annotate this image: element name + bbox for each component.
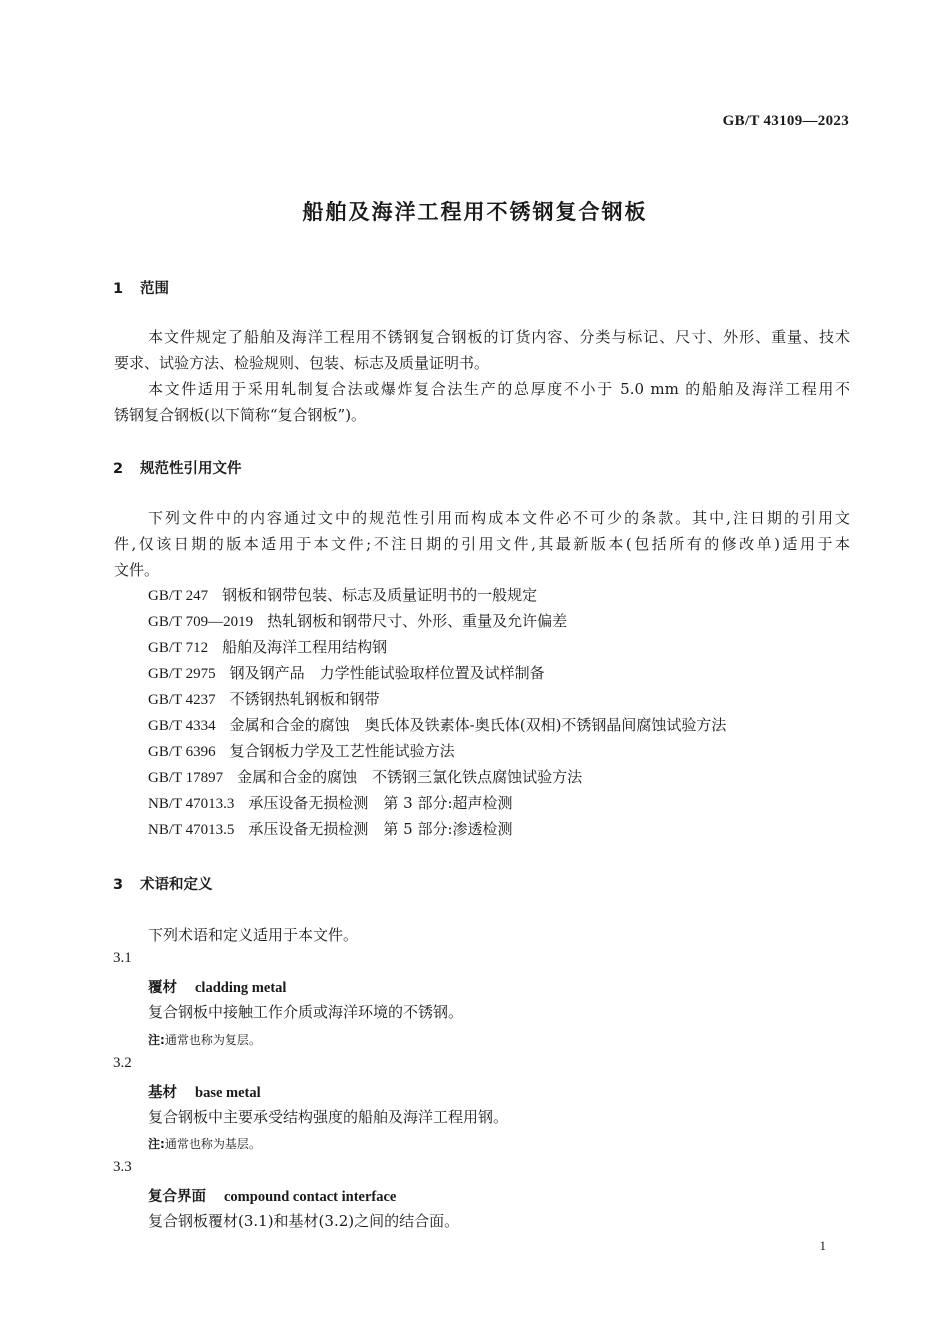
reference-code: NB/T 47013.3 [148,796,235,812]
reference-item [148,662,545,683]
term-entry [148,1081,261,1102]
paragraph-line: 本文件规定了船舶及海洋工程用不锈钢复合钢板的订货内容、分类与标记、尺寸、外形、重量、技术 [148,328,850,346]
reference-title: 承压设备无损检测 第 5 部分:渗透检测 [248,820,513,838]
reference-code: GB/T 2975 [148,666,216,682]
section-title: 术语和定义 [140,877,213,893]
note-text: 通常也称为基层。 [164,1137,261,1151]
section-title: 范围 [140,281,169,297]
reference-item [148,584,537,605]
reference-item [148,688,380,709]
reference-title: 金属和合金的腐蚀 奥氏体及铁素体-奥氏体(双相)不锈钢晶间腐蚀试验方法 [229,716,727,734]
section-number: 3 [113,877,124,893]
paragraph-line: 锈钢复合钢板(以下简称“复合钢板”)。 [114,406,367,424]
reference-item [148,610,567,631]
term-note [148,1135,261,1152]
scope-paragraph-2 [114,376,850,428]
paragraph-line: 文件。 [114,561,160,579]
reference-code: GB/T 4334 [148,718,216,734]
reference-title: 船舶及海洋工程用结构钢 [222,638,388,656]
reference-title: 钢及钢产品 力学性能试验取样位置及试样制备 [229,664,545,682]
term-note [148,1031,261,1048]
reference-item [148,818,513,839]
reference-title: 钢板和钢带包装、标志及质量证明书的一般规定 [222,586,538,604]
term-zh: 覆材 [148,980,177,996]
section-number: 2 [113,461,124,477]
section-title: 规范性引用文件 [140,461,242,477]
reference-code: GB/T 4237 [148,692,216,708]
reference-item [148,792,513,813]
reference-title: 承压设备无损检测 第 3 部分:超声检测 [248,794,513,812]
term-en: base metal [195,1085,261,1101]
reference-code: NB/T 47013.5 [148,822,235,838]
reference-item [148,766,582,787]
reference-item [148,636,387,657]
term-entry [148,976,286,997]
term-zh: 基材 [148,1085,177,1101]
document-title: 船舶及海洋工程用不锈钢复合钢板 [302,200,648,224]
term-entry [148,1185,396,1206]
reference-title: 不锈钢热轧钢板和钢带 [229,690,380,708]
paragraph-line: 要求、试验方法、检验规则、包装、标志及质量证明书。 [114,354,490,372]
reference-code: GB/T 709—2019 [148,614,254,630]
references-intro [114,505,850,583]
note-text: 通常也称为复层。 [164,1033,261,1047]
page-number: 1 [819,1238,826,1253]
clause-number: 3.2 [113,1055,132,1071]
reference-title: 热轧钢板和钢带尺寸、外形、重量及允许偏差 [267,612,568,630]
section-2-heading [113,457,242,478]
paragraph-line: 下列文件中的内容通过文中的规范性引用而构成本文件必不可少的条款。其中,注日期的引用文 [148,509,850,527]
reference-title: 复合钢板力学及工艺性能试验方法 [229,742,455,760]
term-definition: 复合钢板中接触工作介质或海洋环境的不锈钢。 [148,1003,464,1021]
reference-code: GB/T 712 [148,640,209,656]
reference-code: GB/T 17897 [148,770,224,786]
reference-code: GB/T 247 [148,588,209,604]
clause-number: 3.3 [113,1159,132,1175]
reference-title: 金属和合金的腐蚀 不锈钢三氯化铁点腐蚀试验方法 [237,768,583,786]
term-definition: 复合钢板覆材(3.1)和基材(3.2)之间的结合面。 [148,1212,460,1230]
reference-item [148,740,455,761]
note-label: 注: [148,1137,165,1151]
term-zh: 复合界面 [148,1189,206,1205]
standard-number: GB/T 43109—2023 [722,113,849,129]
clause-number: 3.1 [113,950,132,966]
note-label: 注: [148,1033,165,1047]
section-1-heading [113,277,169,298]
reference-item [148,714,726,735]
reference-code: GB/T 6396 [148,744,216,760]
term-en: cladding metal [195,980,287,996]
section-number: 1 [113,281,124,297]
paragraph-line: 件,仅该日期的版本适用于本文件;不注日期的引用文件,其最新版本(包括所有的修改单)适用于本 [114,535,850,553]
term-en: compound contact interface [224,1189,397,1205]
paragraph-line: 本文件适用于采用轧制复合法或爆炸复合法生产的总厚度不小于 5.0 mm 的船舶及海洋工程用不 [148,380,850,398]
terms-intro: 下列术语和定义适用于本文件。 [148,926,359,944]
scope-paragraph-1 [114,324,850,376]
section-3-heading [113,873,213,894]
term-definition: 复合钢板中主要承受结构强度的船舶及海洋工程用钢。 [148,1108,509,1126]
